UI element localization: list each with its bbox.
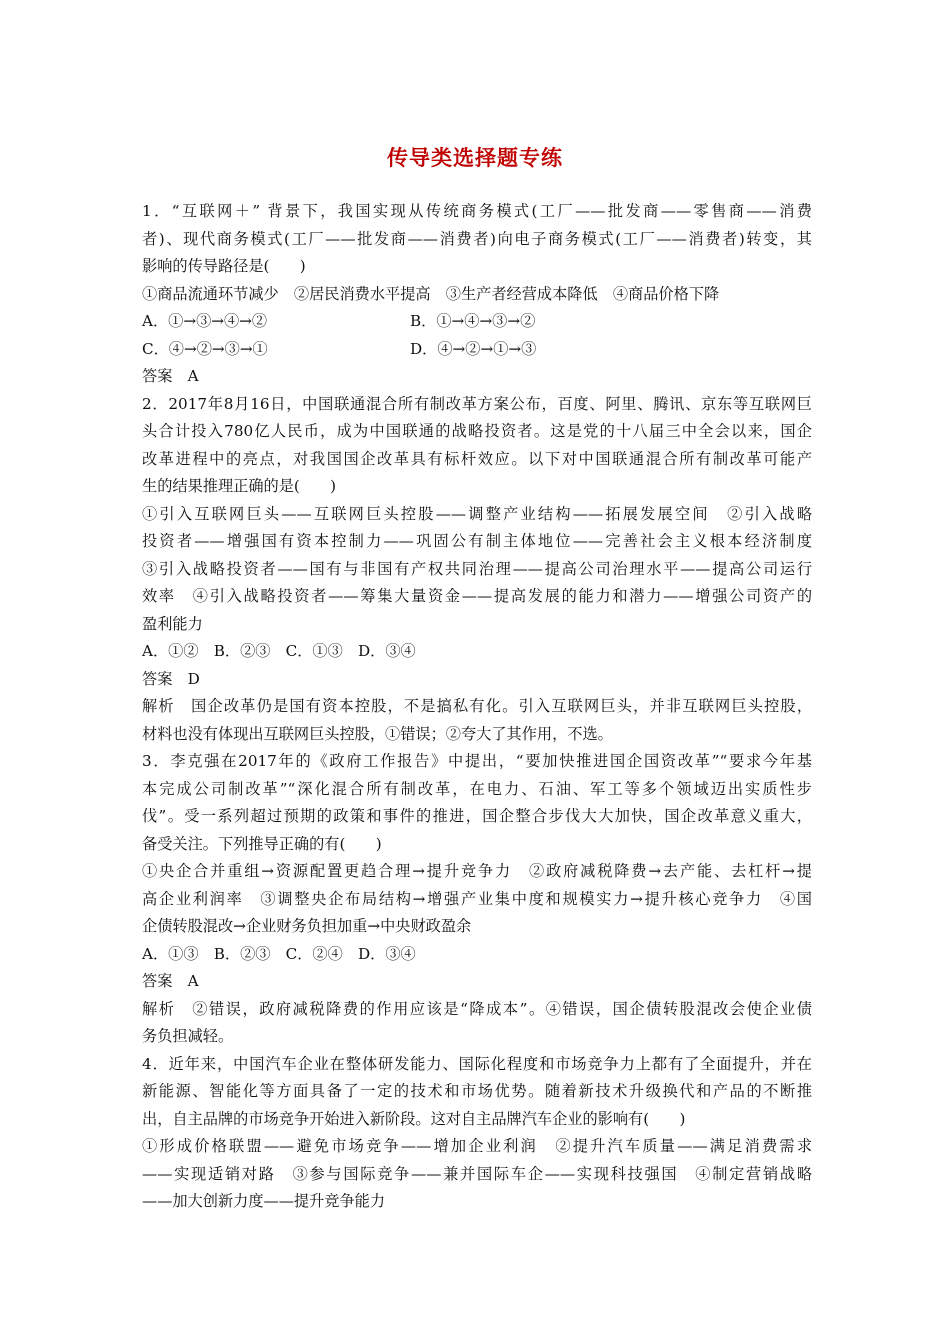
question-4 (142, 1051, 812, 1216)
question-text-line: 伐”。受一系列超过预期的政策和事件的推进，国企整合步伐大大加快，国企改革意义重大， (142, 807, 812, 825)
question-text-line: 2．2017年8月16日，中国联通混合所有制改革方案公布，百度、阿里、腾讯、京东等互联网巨 (142, 394, 812, 413)
analysis: 材料也没有体现出互联网巨头控股，①错误；②夸大了其作用，不选。 (142, 724, 613, 743)
question-text-line: 改革进程中的亮点，对我国国企改革具有标杆效应。以下对中国联通混合所有制改革可能产 (142, 449, 812, 468)
question-1 (142, 198, 812, 391)
question-text-line: 生的结果推理正确的是( ) (142, 477, 337, 495)
question-text-line: 1．“互联网＋” 背景下，我国实现从传统商务模式(工厂——批发商——零售商——消费 (142, 202, 812, 220)
question-text-line: 头合计投入780亿人民币，成为中国联通的战略投资者。这是党的十八届三中全会以来，国企 (142, 422, 812, 440)
page-title: 传导类选择题专练 (387, 146, 563, 170)
question-text-line: 备受关注。下列推导正确的有( ) (142, 834, 382, 853)
analysis: 解析 国企改革仍是国有资本控股，不是搞私有化。引入互联网巨头，并非互联网巨头控股， (142, 697, 812, 715)
question-statements: 企债转股混改→企业财务负担加重→中央财政盈余 (142, 917, 472, 935)
answer: 答案 A (142, 972, 199, 990)
question-text-line: 4．近年来，中国汽车企业在整体研发能力、国际化程度和市场竞争力上都有了全面提升，并在 (142, 1054, 812, 1073)
options-row (142, 308, 812, 336)
question-statements: 盈利能力 (142, 614, 203, 633)
question-text-line: 新能源、智能化等方面具备了一定的技术和市场优势。随着新技术升级换代和产品的不断推 (142, 1082, 812, 1100)
question-statements: ①形成价格联盟——避免市场竞争——增加企业利润 ②提升汽车质量——满足消费需求 (142, 1137, 812, 1155)
option-b: B．①→④→③→② (410, 312, 536, 330)
question-statements: ①商品流通环节减少 ②居民消费水平提高 ③生产者经营成本降低 ④商品价格下降 (142, 284, 720, 303)
question-text-line: 出，自主品牌的市场竞争开始进入新阶段。这对自主品牌汽车企业的影响有( ) (142, 1109, 686, 1128)
option-c: C．④→②→③→① (142, 339, 268, 358)
question-statements: ①引入互联网巨头——互联网巨头控股——调整产业结构——拓展发展空间 ②引入战略 (142, 504, 812, 523)
question-text-line: 影响的传导路径是( ) (142, 257, 306, 275)
question-3 (142, 748, 812, 1051)
question-statements: ③引入战略投资者——国有与非国有产权共同治理——提高公司治理水平——提高公司运行 (142, 559, 812, 578)
question-statements: ——实现适销对路 ③参与国际竞争——兼并国际车企——实现科技强国 ④制定营销战略 (142, 1164, 812, 1183)
analysis: 解析 ②错误，政府减税降费的作用应该是“降成本”。④错误，国企债转股混改会使企业债 (142, 999, 812, 1018)
option-a: A．①→③→④→② (142, 312, 268, 330)
options-row (142, 336, 812, 364)
question-text-line: 本完成公司制改革”“深化混合所有制改革，在电力、石油、军工等多个领域迈出实质性步 (142, 779, 812, 798)
answer: 答案 A (142, 367, 199, 385)
question-statements: 投资者——增强国有资本控制力——巩固公有制主体地位——完善社会主义根本经济制度 (142, 532, 812, 550)
question-statements: ①央企合并重组→资源配置更趋合理→提升竞争力 ②政府减税降费→去产能、去杠杆→提 (142, 862, 812, 880)
document-body (142, 198, 812, 1216)
question-statements: 高企业利润率 ③调整央企布局结构→增强产业集中度和规模实力→提升核心竞争力 ④国 (142, 889, 812, 908)
question-statements: 效率 ④引入战略投资者——筹集大量资金——提高发展的能力和潜力——增强公司资产的 (142, 587, 812, 605)
options-row: A．①② B．②③ C．①③ D．③④ (142, 642, 416, 660)
question-text-line: 者)、现代商务模式(工厂——批发商——消费者)向电子商务模式(工厂——消费者)转变，其 (142, 229, 812, 248)
question-text-line: 3．李克强在2017年的《政府工作报告》中提出，“要加快推进国企国资改革”“要求今年基 (142, 752, 812, 770)
question-2 (142, 391, 812, 749)
options-row: A．①③ B．②③ C．②④ D．③④ (142, 944, 416, 963)
question-statements: ——加大创新力度——提升竞争能力 (142, 1192, 385, 1210)
analysis: 务负担减轻。 (142, 1027, 234, 1045)
answer: 答案 D (142, 669, 200, 688)
option-d: D．④→②→①→③ (410, 339, 537, 358)
